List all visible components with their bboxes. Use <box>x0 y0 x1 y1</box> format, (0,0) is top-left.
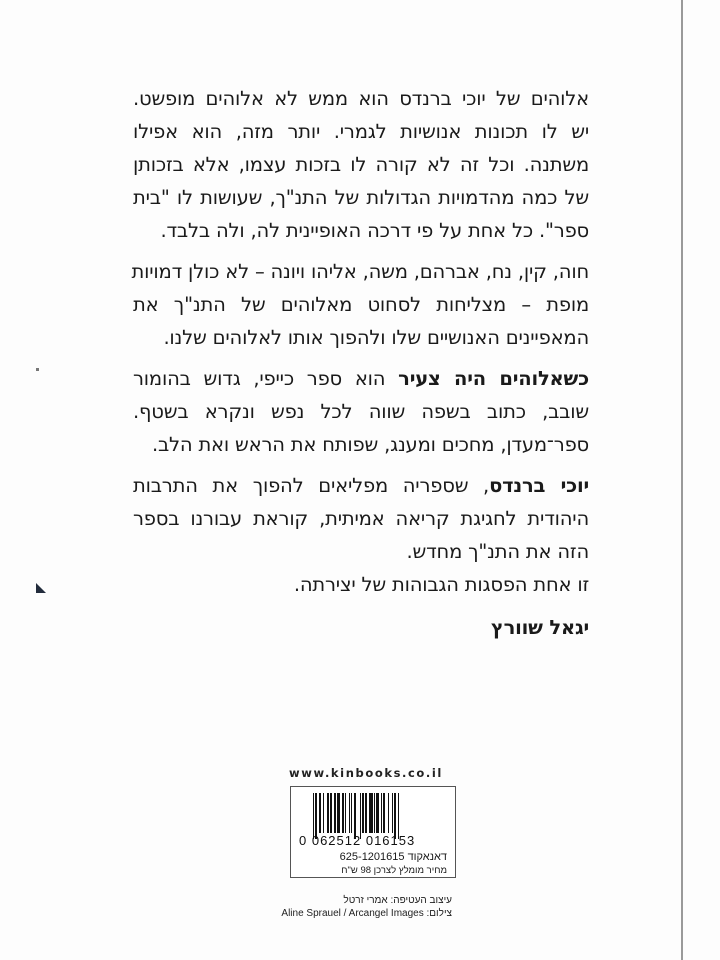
text-line: ספר־מעדן, מחכים ומענג, שפותח את הראש ואת הלב. <box>151 433 589 456</box>
author-name: יוכי ברנדס <box>489 474 589 497</box>
publisher-website: www.kinbooks.co.il <box>289 766 443 780</box>
text-line: חוה, קין, נח, אברהם, משה, אליהו ויונה – לא כולן דמויות <box>131 260 589 283</box>
text-line: המאפיינים האנושיים שלו ולהפוך אותו לאלוהים שלנו. <box>163 326 589 349</box>
photo-credit: צילום: Aline Sprauel / Arcangel Images <box>281 908 452 919</box>
text-line: יש לו תכונות אנושיות לגמרי. יותר מזה, הוא אפילו <box>133 120 589 143</box>
text-line: שובב, כתוב בשפה שווה לכל נפש ונקרא בשטף. <box>133 400 589 423</box>
paragraph-1 <box>133 82 589 247</box>
book-title: כשאלוהים היה צעיר <box>398 367 589 390</box>
text-line: ספר". כל אחת על פי דרכה האופיינית לה, ולה בלבד. <box>160 219 589 242</box>
paragraph-4 <box>133 469 589 601</box>
danacode: דאנאקוד 625-1201615 <box>339 851 447 863</box>
text-line: היהודית לחגיגת קריאה אמיתית, קוראת עבורנו בספר <box>133 507 589 530</box>
text-line: זו אחת הפסגות הגבוהות של יצירתה. <box>293 573 589 596</box>
scan-mark <box>36 368 39 371</box>
text-line: מופת – מצליחות לסחוט מאלוהים של התנ"ך את <box>133 293 589 316</box>
text-line <box>133 362 589 395</box>
text-segment: הוא ספר כייפי, גדוש בהומור <box>133 367 399 390</box>
text-line: משתנה. וכל זה לא קורה לו בזכות עצמו, אלא בזכותן <box>133 153 589 176</box>
blurb-text <box>133 82 589 644</box>
reviewer-signature: יגאל שוורץ <box>490 616 589 639</box>
recommended-price: מחיר מומלץ לצרכן 98 ש"ח <box>341 865 447 876</box>
corner-triangle-mark <box>36 583 46 593</box>
cover-design-credit: עיצוב העטיפה: אמרי זרטל <box>343 895 452 906</box>
text-line: הזה את התנ"ך מחדש. <box>406 540 589 563</box>
paragraph-3 <box>133 362 589 461</box>
text-line <box>133 469 589 502</box>
barcode-bars <box>313 793 437 837</box>
text-line: אלוהים של יוכי ברנדס הוא ממש לא אלוהים מופשט. <box>133 87 589 110</box>
spine-edge-line <box>681 0 683 960</box>
credits <box>276 894 452 920</box>
barcode-digits: 0 062512 016153 <box>299 833 416 848</box>
text-line: של כמה מהדמויות הגדולות של התנ"ך, שעושות לו "בית <box>133 186 589 209</box>
text-segment: , שספריה מפליאים להפוך את התרבות <box>133 474 490 497</box>
paragraph-2 <box>133 255 589 354</box>
barcode-box <box>290 786 456 878</box>
